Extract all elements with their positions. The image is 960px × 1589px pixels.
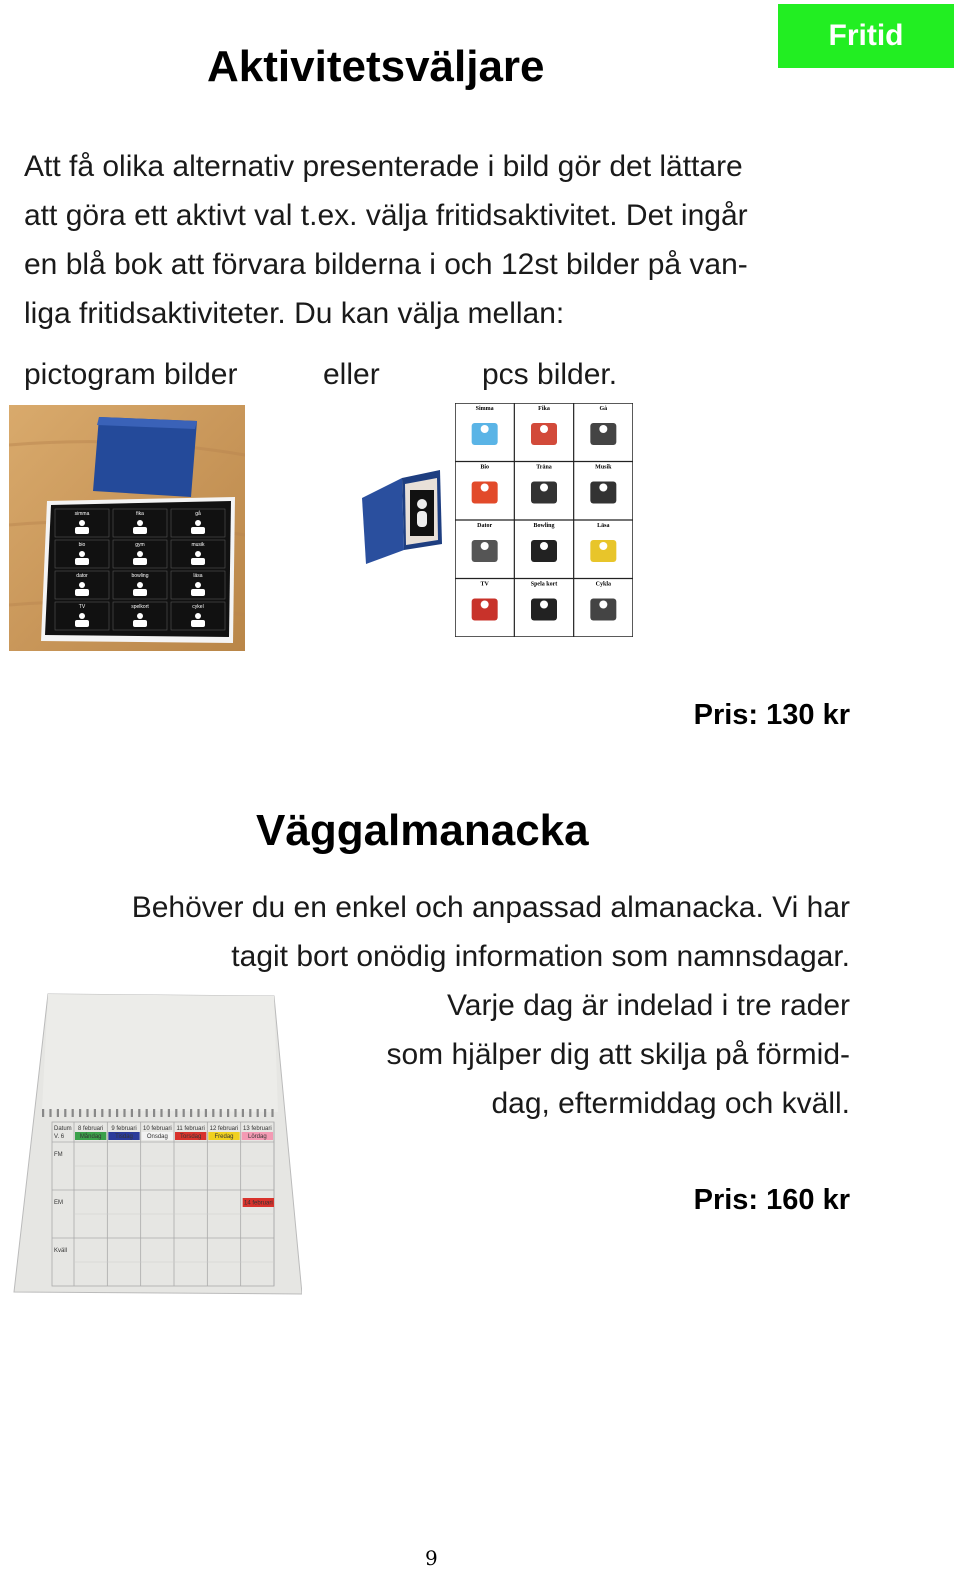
pictogram-head-icon — [195, 551, 201, 557]
spiral-ring-icon — [109, 1109, 111, 1117]
spiral-ring-icon — [212, 1109, 214, 1117]
calendar-day-name: Tisdag — [115, 1134, 133, 1140]
calendar-date: 8 februari — [77, 1126, 104, 1132]
spiral-ring-icon — [123, 1109, 125, 1117]
pictogram-label: spelkort — [131, 604, 149, 610]
spiral-ring-icon — [249, 1109, 251, 1117]
calendar-row-label: EM — [54, 1200, 63, 1206]
pcs-label: Bowling — [533, 523, 555, 529]
calendar-day-column — [242, 1126, 273, 1140]
description-line: en blå bok att förvara bilderna i och 12st bilder på van- — [24, 248, 748, 281]
pictogram-label: dator — [76, 573, 88, 579]
spiral-ring-icon — [72, 1109, 74, 1117]
pcs-cell — [531, 523, 557, 562]
calendar-day-name: Torsdag — [179, 1134, 202, 1140]
pictogram-head-icon — [195, 613, 201, 619]
spiral-ring-icon — [153, 1109, 155, 1117]
pictogram-head-icon — [195, 520, 201, 526]
pictogram-label: fika — [136, 511, 144, 517]
pictogram-label: cykel — [192, 604, 204, 610]
spiral-ring-icon — [220, 1109, 222, 1117]
pictogram-head-icon — [137, 582, 143, 588]
pictogram-label: bio — [78, 542, 86, 548]
spiral-ring-icon — [175, 1109, 177, 1117]
calendar-event-label: 14 februari — [243, 1200, 273, 1207]
spiral-ring-icon — [183, 1109, 185, 1117]
product-title-vaggalmanacka: Väggalmanacka — [256, 806, 589, 855]
choice-or-label: eller — [323, 358, 380, 391]
pictogram-head-icon — [79, 582, 85, 588]
spiral-ring-icon — [146, 1109, 148, 1117]
pictogram-label: bowling — [131, 573, 149, 579]
pictogram-label: musik — [191, 542, 205, 548]
pictogram-head-icon — [137, 551, 143, 557]
description-line: Att få olika alternativ presenterade i bild gör det lättare — [24, 150, 743, 183]
pictogram-head-icon — [79, 520, 85, 526]
pcs-label: Cykla — [595, 581, 612, 588]
calendar-week-label: V. 6 — [54, 1134, 65, 1140]
calendar-row-label: FM — [54, 1152, 63, 1158]
spiral-ring-icon — [101, 1109, 103, 1117]
pictogram-cell — [113, 602, 167, 630]
spiral-ring-icon — [168, 1109, 170, 1117]
pictogram-cell — [113, 540, 167, 568]
pictogram-cell — [113, 509, 167, 537]
description-line: som hjälper dig att skilja på förmid- — [386, 1038, 850, 1071]
spiral-ring-icon — [257, 1109, 259, 1117]
calendar-event-note — [243, 1198, 274, 1207]
pcs-label: Simma — [475, 406, 494, 412]
pictogram-cell — [171, 602, 225, 630]
spiral-ring-icon — [131, 1109, 133, 1117]
description-line: liga fritidsaktiviteter. Du kan välja mellan: — [24, 297, 565, 330]
pcs-label: Läsa — [597, 523, 610, 529]
calendar-day-name: Måndag — [79, 1134, 102, 1140]
pictogram-cell — [171, 571, 225, 599]
calendar-date: 10 februari — [142, 1126, 172, 1132]
pictogram-label: simma — [74, 511, 90, 517]
calendar-day-column — [108, 1126, 139, 1140]
pictogram-label: TV — [78, 604, 86, 610]
pcs-label: Träna — [536, 464, 552, 471]
pictogram-cell — [113, 571, 167, 599]
pictogram-cell — [55, 571, 109, 599]
pcs-label: Bio — [480, 464, 490, 471]
pcs-label: Fika — [538, 406, 550, 412]
description-line: Varje dag är indelad i tre rader — [446, 989, 850, 1022]
pictogram-cell — [55, 602, 109, 630]
pictogram-label: läsa — [193, 573, 203, 579]
spiral-ring-icon — [57, 1109, 59, 1117]
pictogram-label: gå — [195, 511, 201, 517]
calendar-date: 13 februari — [242, 1126, 272, 1132]
description-line: att göra ett aktivt val t.ex. välja fritidsaktivitet. Det ingår — [24, 199, 748, 232]
pcs-pictures-grid — [455, 403, 633, 637]
calendar-date: 11 februari — [176, 1126, 205, 1132]
spiral-ring-icon — [271, 1109, 273, 1117]
spiral-ring-icon — [197, 1109, 199, 1117]
calendar-date: 9 februari — [111, 1126, 137, 1132]
description-line: Behöver du en enkel och anpassad almanacka. Vi har — [131, 891, 850, 924]
spiral-ring-icon — [79, 1109, 81, 1117]
pictogram-cell — [55, 509, 109, 537]
calendar-day-name: Onsdag — [146, 1134, 168, 1140]
page-number: 9 — [425, 1546, 438, 1570]
spiral-ring-icon — [160, 1109, 162, 1117]
blue-book-icon — [93, 417, 197, 497]
product-description-1 — [24, 142, 884, 338]
pictogram-head-icon — [79, 613, 85, 619]
price-vaggalmanacka: Pris: 160 kr — [693, 1184, 850, 1216]
calendar-day-column — [142, 1126, 173, 1140]
spiral-ring-icon — [49, 1109, 51, 1117]
choice-pictogram-label: pictogram bilder — [24, 358, 238, 391]
calendar-row-label: Kväll — [54, 1248, 68, 1254]
calendar-day-column — [208, 1126, 239, 1140]
spiral-ring-icon — [205, 1109, 207, 1117]
spiral-ring-icon — [234, 1109, 236, 1117]
product-title-aktivitetsvaljare: Aktivitetsväljare — [207, 42, 545, 91]
spiral-ring-icon — [42, 1109, 44, 1117]
spiral-ring-icon — [138, 1109, 140, 1117]
pictogram-head-icon — [137, 613, 143, 619]
calendar-day-name: Lördag — [247, 1134, 267, 1140]
description-line: tagit bort onödig information som namnsdagar. — [231, 940, 850, 973]
pcs-label: TV — [480, 581, 489, 588]
spiral-ring-icon — [227, 1109, 229, 1117]
pictogram-label: gym — [135, 542, 145, 548]
calendar-date: 12 februari — [209, 1126, 239, 1132]
pictogram-head-icon — [79, 551, 85, 557]
pictogram-cell — [55, 540, 109, 568]
calendar-day-column — [175, 1126, 206, 1140]
spiral-ring-icon — [94, 1109, 96, 1117]
pictogram-head-icon — [137, 520, 143, 526]
pictogram-photo — [9, 405, 245, 651]
pictogram-cell — [171, 509, 225, 537]
choice-pcs-label: pcs bilder. — [482, 358, 618, 391]
calendar-day-column — [75, 1126, 106, 1140]
pcs-label: Musik — [595, 464, 612, 471]
spiral-ring-icon — [116, 1109, 118, 1117]
spiral-ring-icon — [86, 1109, 88, 1117]
pcs-label: Spela kort — [530, 581, 558, 588]
pictogram-cell — [171, 540, 225, 568]
section-badge: Fritid — [778, 4, 954, 68]
spiral-ring-icon — [264, 1109, 266, 1117]
pcs-label: Dator — [477, 523, 493, 529]
wall-calendar-photo — [12, 992, 302, 1302]
calendar-day-name: Fredag — [214, 1134, 234, 1140]
calendar-header-label: Datum — [54, 1126, 72, 1132]
description-line: dag, eftermiddag och kväll. — [491, 1087, 850, 1120]
price-aktivitetsvaljare: Pris: 130 kr — [693, 699, 850, 731]
pictogram-head-icon — [195, 582, 201, 588]
open-book-photo — [360, 468, 450, 568]
spiral-ring-icon — [242, 1109, 244, 1117]
pcs-label: Gå — [599, 406, 608, 412]
pcs-cell — [531, 582, 558, 621]
spiral-ring-icon — [190, 1109, 192, 1117]
spiral-ring-icon — [64, 1109, 66, 1117]
